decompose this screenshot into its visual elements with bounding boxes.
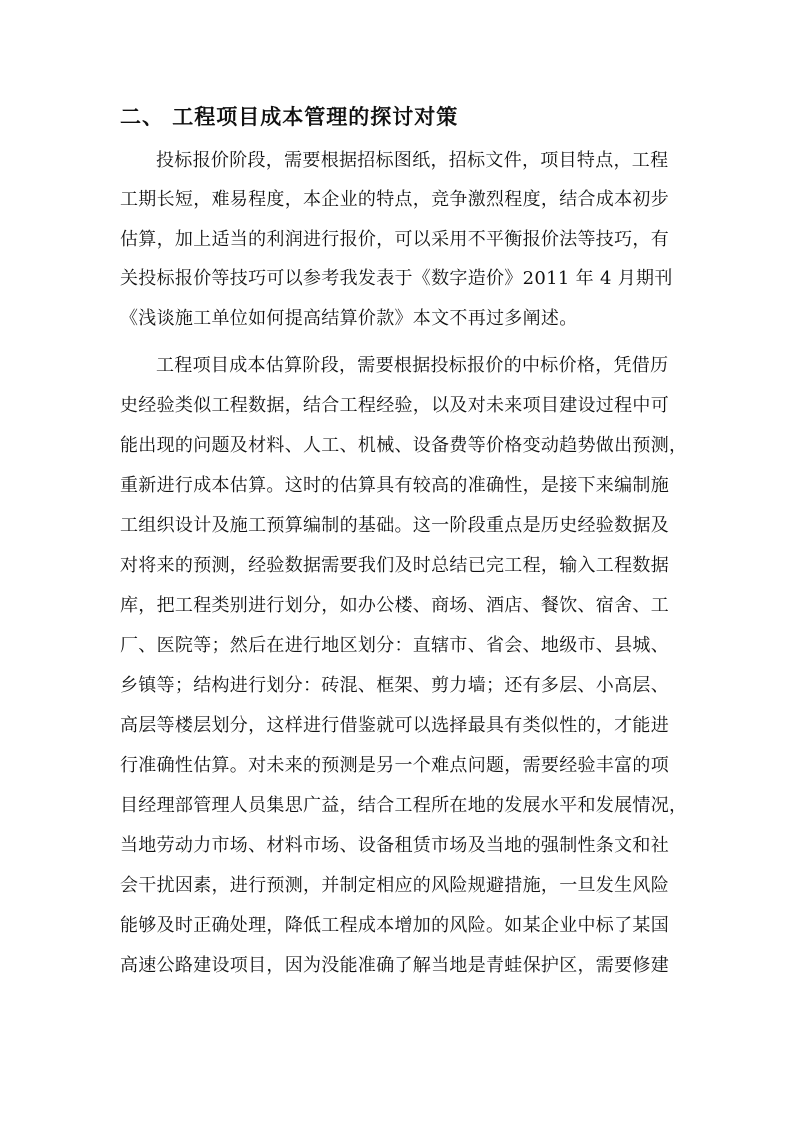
paragraph-2-line-6: 对将来的预测，经验数据需要我们及时总结已完工程，输入工程数据 xyxy=(120,555,669,576)
paragraph-1-line-3: 估算，加上适当的利润进行报价，可以采用不平衡报价法等技巧，有 xyxy=(120,229,669,250)
paragraph-2-line-11: 行准确性估算。对未来的预测是另一个难点问题，需要经验丰富的项 xyxy=(120,755,669,776)
paragraph-2-line-14: 会干扰因素，进行预测，并制定相应的风险规避措施，一旦发生风险 xyxy=(120,875,669,896)
paragraph-2-line-10: 高层等楼层划分，这样进行借鉴就可以选择最具有类似性的，才能进 xyxy=(120,715,669,736)
paragraph-2-line-3: 能出现的问题及材料、人工、机械、设备费等价格变动趋势做出预测， xyxy=(120,435,688,456)
paragraph-2-line-4: 重新进行成本估算。这时的估算具有较高的准确性，是接下来编制施 xyxy=(120,475,669,496)
paragraph-1-line-1: 投标报价阶段，需要根据招标图纸，招标文件，项目特点，工程 xyxy=(156,150,669,171)
paragraph-2-line-13: 当地劳动力市场、材料市场、设备租赁市场及当地的强制性条文和社 xyxy=(120,835,669,856)
paragraph-2-line-16: 高速公路建设项目，因为没能准确了解当地是青蛙保护区，需要修建 xyxy=(120,955,669,976)
paragraph-2-line-1: 工程项目成本估算阶段，需要根据投标报价的中标价格，凭借历 xyxy=(156,355,669,376)
paragraph-2-line-12: 目经理部管理人员集思广益，结合工程所在地的发展水平和发展情况， xyxy=(120,795,688,816)
section-heading: 二、 工程项目成本管理的探讨对策 xyxy=(120,104,459,129)
paragraph-2-line-15: 能够及时正确处理，降低工程成本增加的风险。如某企业中标了某国 xyxy=(120,915,669,936)
paragraph-2-line-9: 乡镇等；结构进行划分：砖混、框架、剪力墙；还有多层、小高层、 xyxy=(120,675,669,696)
paragraph-1-line-4: 关投标报价等技巧可以参考我发表于《数字造价》2011 年 4 月期刊 xyxy=(120,268,673,289)
paragraph-2-line-8: 厂、医院等；然后在进行地区划分：直辖市、省会、地级市、县城、 xyxy=(120,635,669,656)
paragraph-2-line-7: 库，把工程类别进行划分，如办公楼、商场、酒店、餐饮、宿舍、工 xyxy=(120,595,669,616)
paragraph-1-line-2: 工期长短，难易程度，本企业的特点，竞争激烈程度，结合成本初步 xyxy=(120,189,669,210)
paragraph-2-line-2: 史经验类似工程数据，结合工程经验，以及对未来项目建设过程中可 xyxy=(120,395,669,416)
paragraph-2-line-5: 工组织设计及施工预算编制的基础。这一阶段重点是历史经验数据及 xyxy=(120,515,669,536)
paragraph-1-line-5: 《浅谈施工单位如何提高结算价款》本文不再过多阐述。 xyxy=(120,308,578,329)
